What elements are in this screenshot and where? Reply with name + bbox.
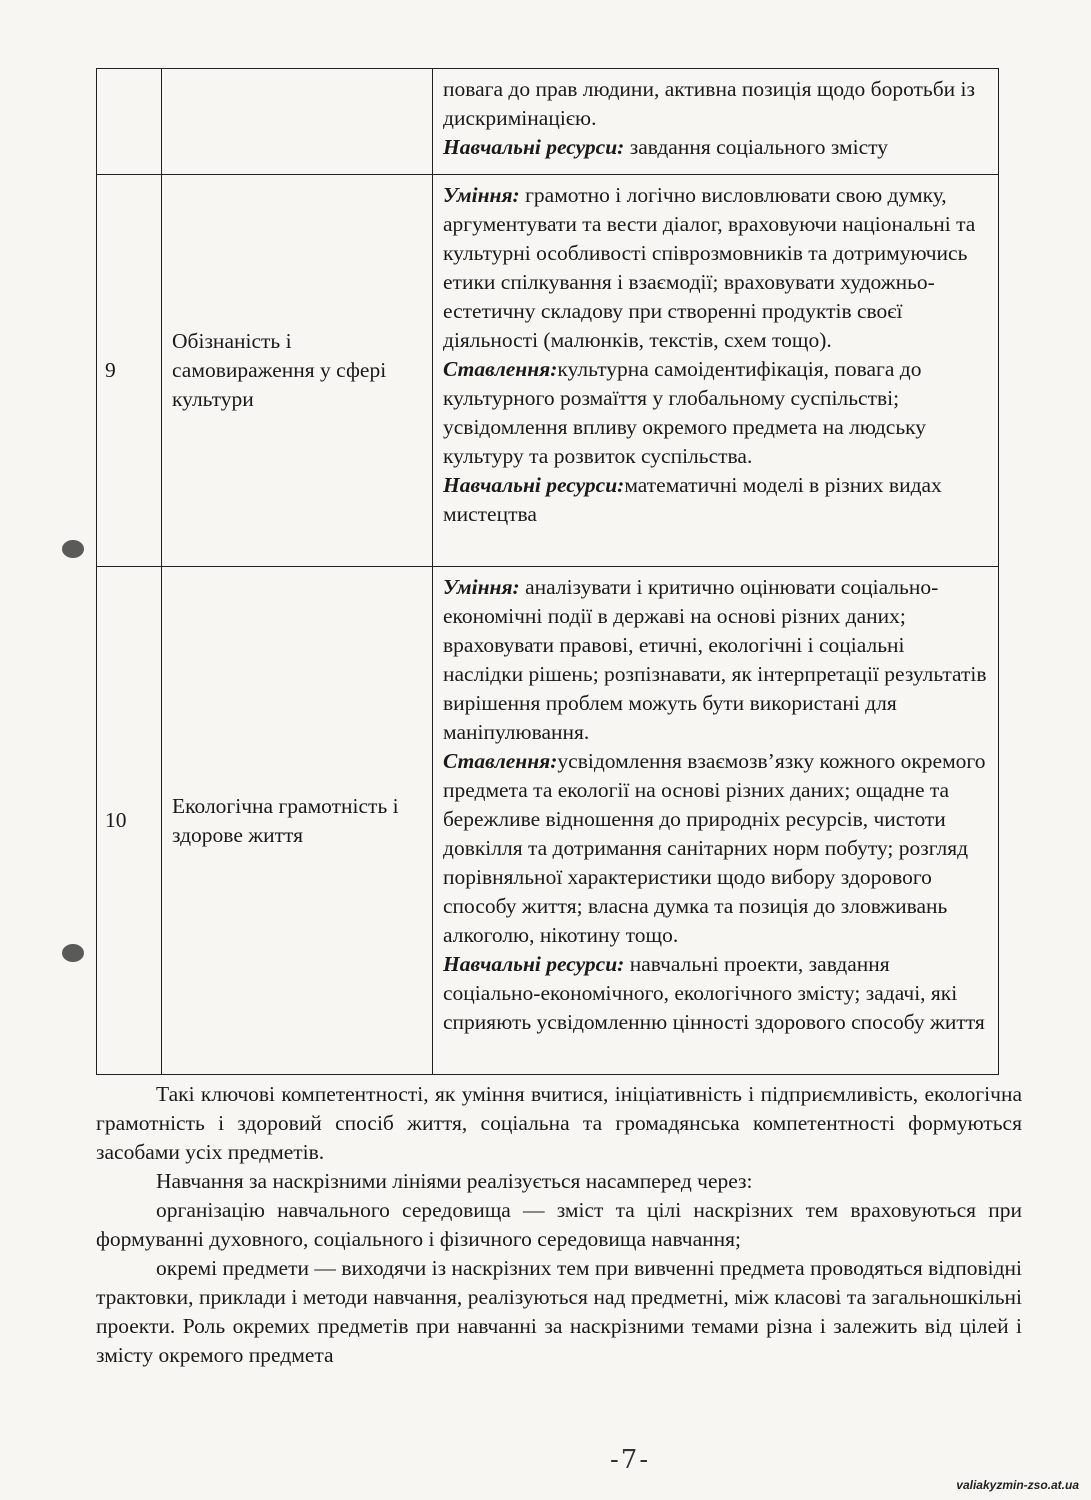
watermark-link[interactable]: valiakyzmin-zso.at.ua [956, 1478, 1079, 1492]
competency-description [433, 567, 999, 1075]
punch-hole-mark [62, 540, 84, 558]
body-text [96, 1080, 1022, 1370]
skills-label: Уміння: [443, 575, 520, 599]
attitude-text: культурна самоідентифікація, повага до культурного розмаїття у глобальному суспільстві; усвідомлення впливу окремого предмета на людську культуру та розвиток суспільства. [443, 357, 927, 468]
paragraph: Навчання за наскрізними лініями реалізується насамперед через: [156, 1169, 753, 1193]
skills-text: грамотно і логічно висловлювати свою думку, аргументувати та вести діалог, враховуючи національні та культурні особливості співрозмовників та дотримуючись етики спілкування і взаємодії; враховувати художньо-естетичну складову при створенні продуктів своєї діяльності (малюнків, текстів, схем тощо). [443, 183, 976, 352]
resources-label: Навчальні ресурси: [443, 135, 625, 159]
attitude-text: усвідомлення взаємозв’язку кожного окремого предмета та екології на основі різних даних; ощадне та бережливе відношення до природніх ресурсів, чистоти довкілля та дотримання санітарних норм побуту; розгляд порівняльної характеристики щодо вибору здорового способу життя; власна думка та позиція до зловживань алкоголю, нікотину тощо. [443, 749, 986, 947]
skills-text: аналізувати і критично оцінювати соціально-економічні події в державі на основі різних даних; враховувати правові, етичні, екологічні і соціальні наслідки рішень; розпізнавати, як інтерпретації результатів вирішення проблем можуть бути використані для маніпулювання. [443, 575, 987, 744]
paragraph: окремі предмети — виходячи із наскрізних тем при вивченні предмета проводяться відповідні трактовки, приклади і методи навчання, реалізуються над предметні, між класові та загальношкільні проекти. Роль окремих предметів при навчанні за наскрізними темами різна і залежить від цілей і змісту окремого предмета [96, 1256, 1022, 1367]
competency-name [162, 69, 433, 175]
resources-label: Навчальні ресурси: [443, 473, 625, 497]
table-row [97, 175, 999, 567]
table-row [97, 69, 999, 175]
description-text: повага до прав людини, активна позиція щодо боротьби із дискримінацією. [443, 77, 976, 130]
resources-text: завдання соціального змісту [624, 135, 889, 159]
competency-name: Обізнаність і самовираження у сфері культури [162, 175, 433, 567]
competencies-table [96, 68, 999, 1075]
resources-text: навчальні проекти, завдання соціально-економічного, екологічного змісту; задачі, які сприяють усвідомленню цінності здорового способу життя [443, 952, 985, 1034]
attitude-label: Ставлення: [443, 749, 558, 773]
competency-name: Екологічна грамотність і здорове життя [162, 567, 433, 1075]
page-number: -7- [610, 1445, 651, 1475]
row-number: 10 [97, 567, 162, 1075]
row-number [97, 69, 162, 175]
competency-description [433, 175, 999, 567]
competency-description [433, 69, 999, 175]
table-row [97, 567, 999, 1075]
resources-label: Навчальні ресурси: [443, 952, 625, 976]
resources-text: математичні моделі в різних видах мистецтва [443, 473, 942, 526]
punch-hole-mark [62, 944, 84, 962]
row-number: 9 [97, 175, 162, 567]
paragraph: організацію навчального середовища — зміст та цілі наскрізних тем враховуються при формуванні духовного, соціального і фізичного середовища навчання; [96, 1198, 1022, 1251]
paragraph: Такі ключові компетентності, як уміння вчитися, ініціативність і підприємливість, екологічна грамотність і здоровий спосіб життя, соціальна та громадянська компетентності формуються засобами усіх предметів. [96, 1082, 1022, 1164]
skills-label: Уміння: [443, 183, 520, 207]
attitude-label: Ставлення: [443, 357, 558, 381]
